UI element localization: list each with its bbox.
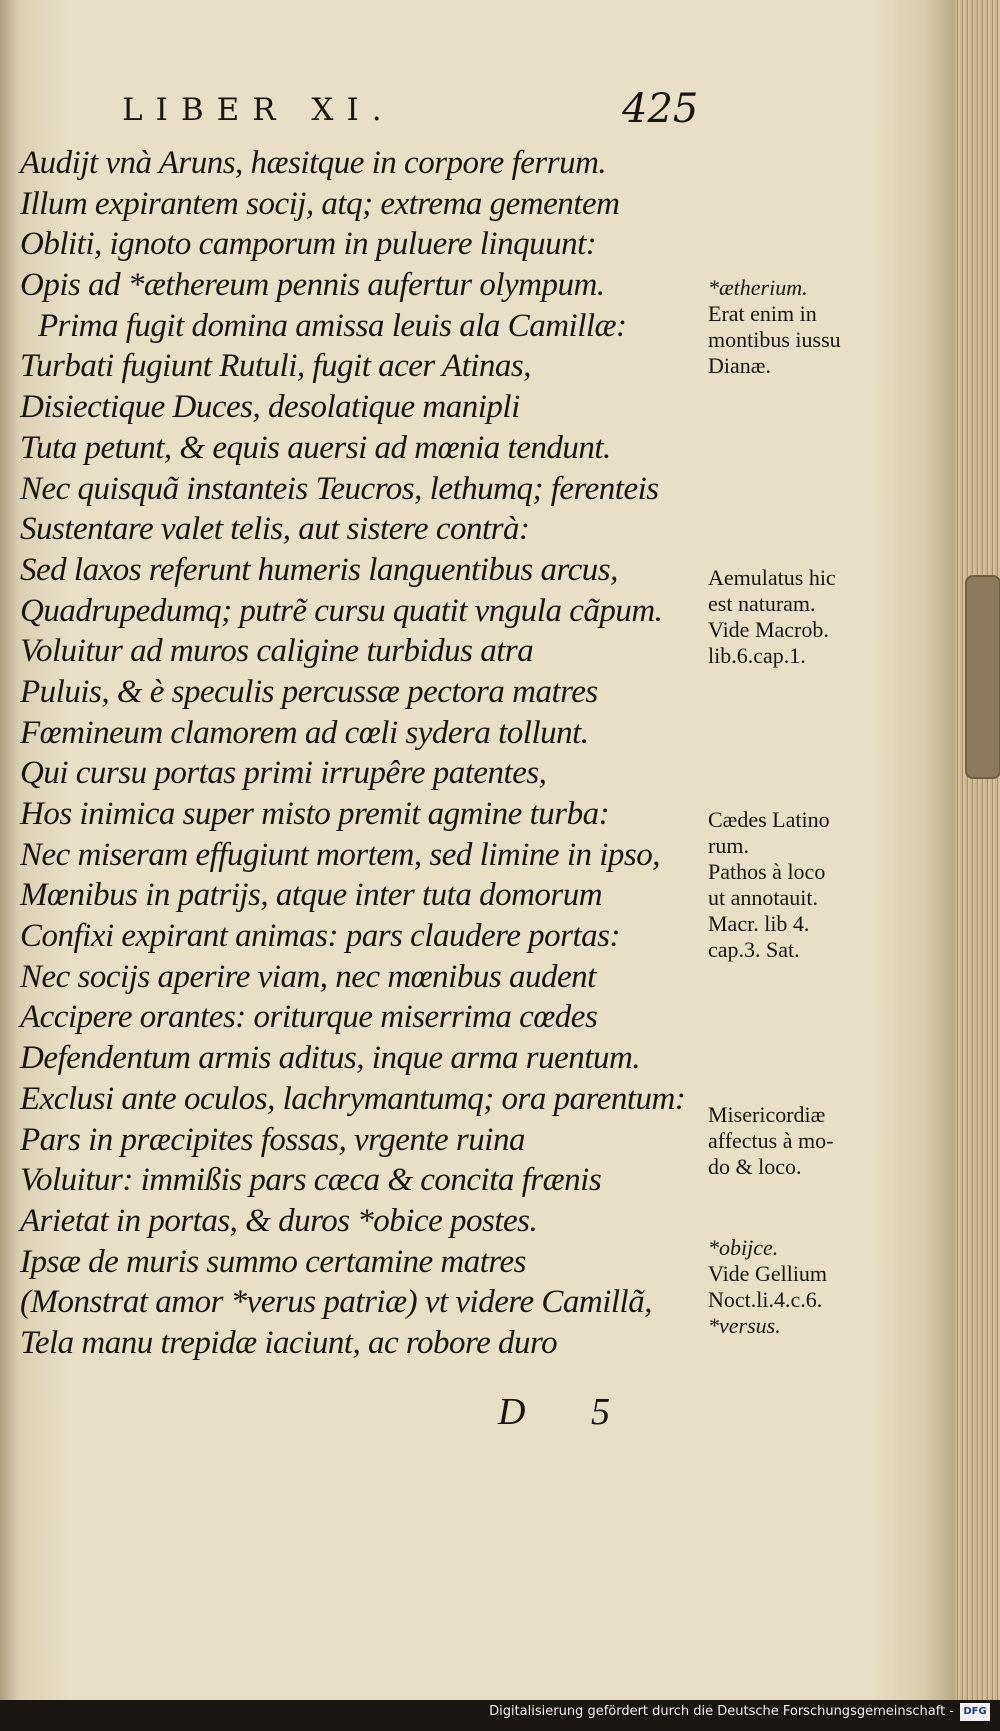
margin-note-line: *ætherium. [708,275,808,300]
verse-line: Turbati fugiunt Rutuli, fugit acer Atinas, [20,348,532,385]
dfg-logo: DFG [960,1703,990,1721]
verse-line: Qui cursu portas primi irrupêre patentes, [20,755,547,792]
margin-note-line: do & loco. [708,1154,802,1179]
verse-line: Exclusi ante oculos, lachrymantumq; ora parentum: [20,1080,686,1117]
margin-note-line: rum. [708,833,749,858]
margin-note-line: Erat enim in [708,301,817,326]
verse-line: Defendentum armis aditus, inque arma ruentum. [20,1040,641,1077]
verse-block [20,143,710,1364]
verse-line: Nec socijs aperire viam, nec mœnibus audent [20,958,596,995]
margin-note-line: Aemulatus hic [708,565,836,590]
verse-line: Ipsæ de muris summo certamine matres [20,1243,526,1280]
verse-line: Tela manu trepidæ iaciunt, ac robore duro [20,1324,558,1361]
margin-note-line: Cædes Latino [708,807,830,832]
margin-note-line: Vide Macrob. [708,617,829,642]
margin-note-line: Noct.li.4.c.6. [708,1287,823,1312]
margin-note [708,565,898,669]
verse-line: Puluis, & è speculis percussæ pectora matres [20,673,598,710]
page-header [122,86,722,144]
verse-line: Disiectique Duces, desolatique manipli [20,389,520,426]
margin-note-line: Macr. lib 4. [708,911,810,936]
margin-note-line: Pathos à loco [708,859,826,884]
margin-note-line: affectus à mo- [708,1128,834,1153]
verse-line: Tuta petunt, & equis auersi ad mœnia tendunt. [20,429,611,466]
running-head: LIBER XI. [122,92,395,128]
verse-line: Prima fugit domina amissa leuis ala Camillæ: [38,307,627,344]
verse-line: Audijt vnà Aruns, hæsitque in corpore ferrum. [20,145,607,181]
verse-line: Nec miseram effugiunt mortem, sed limine in ipso, [20,836,661,873]
verse-line: Sed laxos referunt humeris languentibus arcus, [20,551,618,588]
verse-line: Opis ad *æthereum pennis aufertur olympum. [20,267,605,304]
margin-note-line: Misericordiæ [708,1102,826,1127]
verse-line: Quadrupedumq; putrẽ cursu quatit vngula cãpum. [20,592,663,629]
verse-line: Arietat in portas, & duros *obice postes. [20,1202,538,1239]
margin-note [708,1235,898,1339]
verse-line: Nec quisquã instanteis Teucros, lethumq; ferenteis [20,470,659,507]
margin-note [708,807,898,963]
margin-note-line: ut annotauit. [708,885,818,910]
verse-line: Voluitur: immißis pars cæca & concita frænis [20,1162,602,1199]
margin-note-line: *obijce. [708,1235,779,1260]
verse-line: Fœmineum clamorem ad cœli sydera tollunt. [20,714,589,751]
page-number: 425 [622,86,699,132]
verse-line: Illum expirantem socij, atq; extrema gementem [20,185,620,222]
verse-line: Obliti, ignoto camporum in puluere linquunt: [20,226,597,263]
verse-line: Confixi expirant animas: pars claudere portas: [20,918,620,955]
page-edges [955,0,1000,1700]
margin-note-line: est naturam. [708,591,816,616]
verse-line: (Monstrat amor *verus patriæ) vt videre Camillã, [20,1284,652,1321]
verse-line: Sustentare valet telis, aut sistere contrà: [20,511,530,548]
signature-mark: D 5 [498,1391,638,1433]
margin-note-line: *versus. [708,1313,781,1338]
margin-note-line: lib.6.cap.1. [708,643,806,668]
margin-note-line: Dianæ. [708,353,771,378]
margin-note-line: Vide Gellium [708,1261,828,1286]
digitization-credit: Digitalisierung gefördert durch die Deutsche Forschungsgemeinschaft - [489,1704,954,1719]
verse-line: Accipere orantes: oriturque miserrima cœdes [20,999,598,1036]
verse-line: Hos inimica super misto premit agmine turba: [20,796,610,832]
book-clasp [965,575,1000,779]
verse-line: Mœnibus in patrijs, atque inter tuta domorum [20,877,603,914]
margin-note-line: cap.3. Sat. [708,937,800,962]
margin-note [708,275,898,379]
gutter-shadow [0,0,18,1700]
verse-line: Voluitur ad muros caligine turbidus atra [20,633,534,670]
verse-line: Pars in præcipites fossas, vrgente ruina [20,1121,525,1158]
margin-note-line: montibus iussu [708,327,841,352]
margin-note [708,1102,898,1180]
